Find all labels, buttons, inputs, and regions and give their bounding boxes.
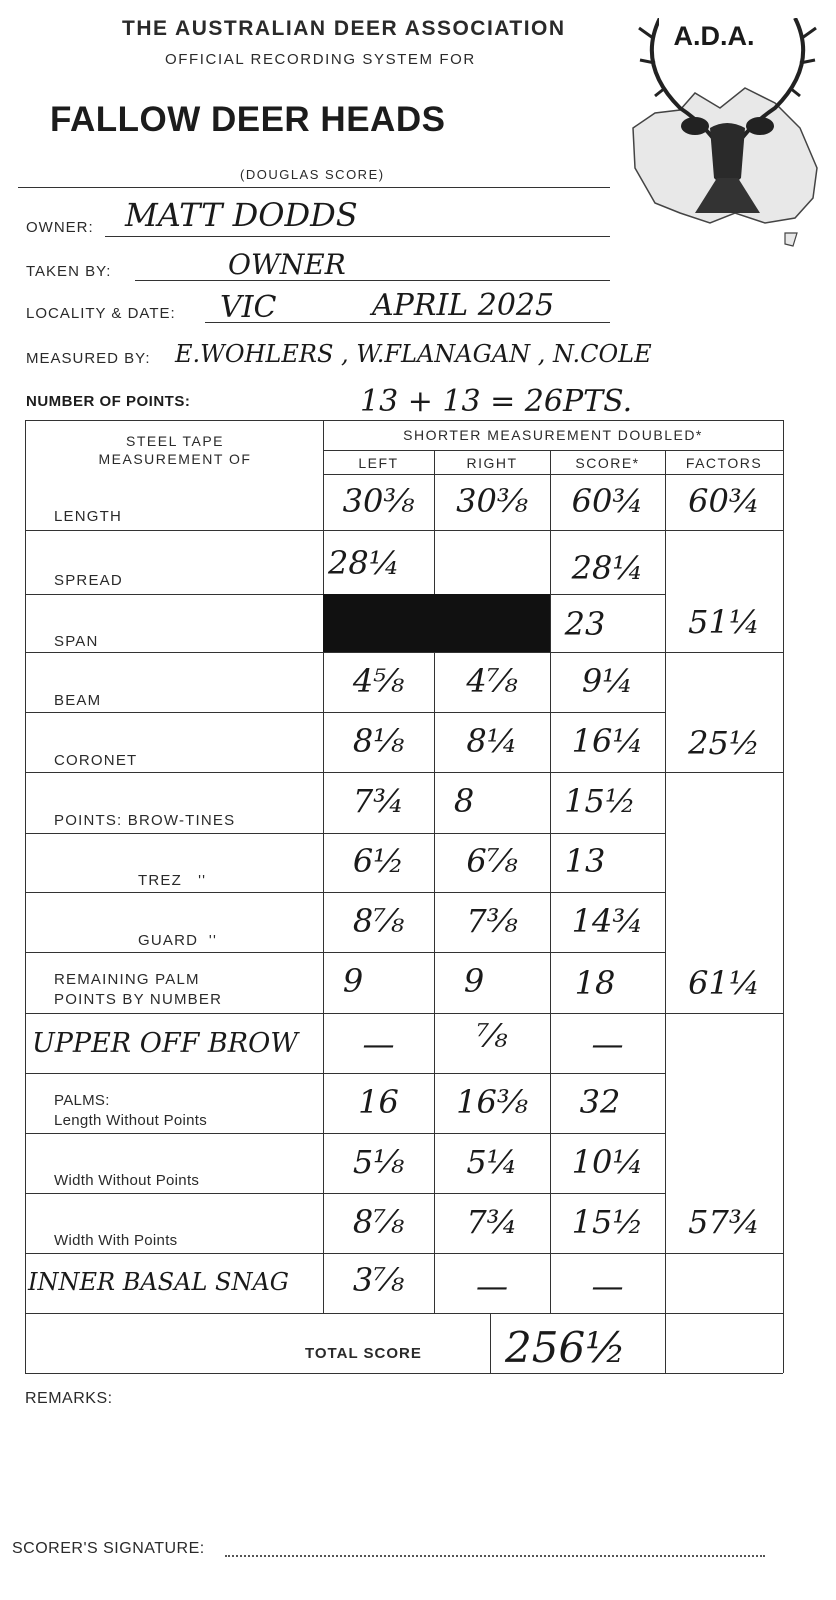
row-label-guard: GUARD ''	[138, 932, 218, 949]
organisation-subtitle: OFFICIAL RECORDING SYSTEM FOR	[165, 51, 476, 68]
row-label-palms-line1: PALMS:	[54, 1092, 110, 1109]
row-label-remaining-line2: POINTS BY NUMBER	[54, 991, 223, 1008]
total-score-label: TOTAL SCORE	[305, 1345, 422, 1362]
basal-snag-left: 3⅞	[352, 1261, 405, 1299]
row-label-beam: BEAM	[54, 692, 102, 709]
ada-logo	[625, 18, 825, 258]
upper-off-brow-score: —	[591, 1025, 624, 1063]
steel-tape-header: STEEL TAPE MEASUREMENT OF	[98, 433, 252, 467]
coronet-score: 16¼	[571, 722, 644, 760]
header-divider	[18, 187, 610, 188]
row-label-coronet: CORONET	[54, 752, 138, 769]
logo-text: A.D.A.	[673, 21, 755, 51]
width-without-right: 5¼	[466, 1143, 518, 1181]
remaining-score: 18	[574, 964, 616, 1002]
beam-score: 9¼	[581, 662, 634, 700]
organisation-title: THE AUSTRALIAN DEER ASSOCIATION	[122, 17, 566, 40]
col-score-header: SCORE*	[575, 455, 640, 471]
length-factor: 60¾	[688, 482, 760, 520]
number-of-points-value: 13 + 13 = 26PTS.	[360, 384, 633, 419]
shorter-measurement-header: SHORTER MEASUREMENT DOUBLED*	[403, 427, 703, 443]
row-label-width-without: Width Without Points	[54, 1172, 200, 1189]
row-label-inner-basal-snag: INNER BASAL SNAG	[28, 1268, 289, 1296]
guard-right: 7⅜	[466, 902, 518, 940]
row-label-length: LENGTH	[54, 508, 123, 525]
locality-date-label: LOCALITY & DATE:	[26, 305, 176, 322]
coronet-left: 8⅛	[352, 722, 405, 760]
length-score: 60¾	[571, 482, 644, 520]
basal-snag-score: —	[591, 1267, 624, 1305]
score-system-label: (DOUGLAS SCORE)	[240, 167, 385, 182]
owner-label: OWNER:	[26, 219, 94, 236]
row-label-remaining-line1: REMAINING PALM	[54, 971, 200, 988]
beam-coronet-factor: 25½	[688, 724, 760, 762]
width-with-right: 7¾	[466, 1203, 518, 1241]
owner-value: MATT DODDS	[125, 196, 358, 234]
signature-line	[225, 1555, 765, 1557]
measured-by-value: E.WOHLERS , W.FLANAGAN , N.COLE	[175, 340, 652, 368]
coronet-right: 8¼	[466, 722, 518, 760]
beam-right: 4⅞	[466, 662, 518, 700]
trez-right: 6⅞	[466, 842, 518, 880]
total-score-value: 256½	[505, 1323, 626, 1372]
remaining-right: 9	[463, 962, 485, 1000]
span-blacked-out-cell	[323, 594, 550, 652]
trez-score: 13	[564, 842, 606, 880]
length-right: 30⅜	[456, 482, 528, 520]
palm-length-right: 16⅜	[456, 1083, 528, 1121]
owner-underline	[105, 236, 610, 237]
row-label-brow-tines: POINTS: BROW-TINES	[54, 812, 236, 829]
remaining-left: 9	[342, 962, 364, 1000]
brow-tines-left: 7¾	[352, 782, 405, 820]
spread-left: 28¼	[328, 544, 400, 582]
row-label-upper-off-brow: UPPER OFF BROW	[32, 1028, 298, 1059]
spread-span-factor: 51¼	[688, 603, 760, 641]
width-without-left: 5⅛	[352, 1143, 405, 1181]
guard-score: 14¾	[571, 902, 644, 940]
taken-by-label: TAKEN BY:	[26, 263, 112, 280]
beam-left: 4⅝	[352, 662, 405, 700]
guard-left: 8⅞	[352, 902, 405, 940]
palm-length-left: 16	[358, 1083, 399, 1121]
form-title: FALLOW DEER HEADS	[50, 100, 446, 139]
row-label-trez: TREZ ''	[138, 872, 207, 889]
length-left: 30⅜	[342, 482, 415, 520]
brow-tines-right: 8	[453, 782, 475, 820]
date-value: APRIL 2025	[372, 288, 555, 323]
upper-off-brow-right: ⅞	[476, 1017, 508, 1055]
width-with-left: 8⅞	[352, 1203, 405, 1241]
brow-tines-score: 15½	[564, 782, 636, 820]
row-label-palms-line2: Length Without Points	[54, 1112, 208, 1129]
scorer-signature-label: SCORER'S SIGNATURE:	[12, 1540, 205, 1557]
measured-by-label: MEASURED BY:	[26, 350, 151, 367]
col-right-header: RIGHT	[466, 455, 518, 471]
width-without-score: 10¼	[571, 1143, 644, 1181]
palms-factor: 57¾	[688, 1203, 760, 1241]
spread-score: 28¼	[571, 549, 644, 587]
locality-value: VIC	[220, 290, 277, 325]
span-score: 23	[564, 605, 606, 643]
taken-by-value: OWNER	[228, 248, 346, 281]
width-with-score: 15½	[571, 1203, 644, 1241]
basal-snag-right: —	[476, 1267, 508, 1305]
deer-on-australia-icon	[625, 18, 825, 258]
taken-by-underline	[135, 280, 610, 281]
col-factors-header: FACTORS	[685, 455, 763, 471]
points-factor: 61¼	[688, 964, 760, 1002]
trez-left: 6½	[352, 842, 405, 880]
palm-length-score: 32	[579, 1083, 621, 1121]
number-of-points-label: NUMBER OF POINTS:	[26, 393, 191, 410]
row-label-span: SPAN	[54, 633, 99, 650]
col-left-header: LEFT	[358, 455, 399, 471]
row-label-width-with: Width With Points	[54, 1232, 178, 1249]
remarks-label: REMARKS:	[25, 1390, 113, 1407]
upper-off-brow-left: —	[362, 1025, 395, 1063]
row-label-spread: SPREAD	[54, 572, 123, 589]
